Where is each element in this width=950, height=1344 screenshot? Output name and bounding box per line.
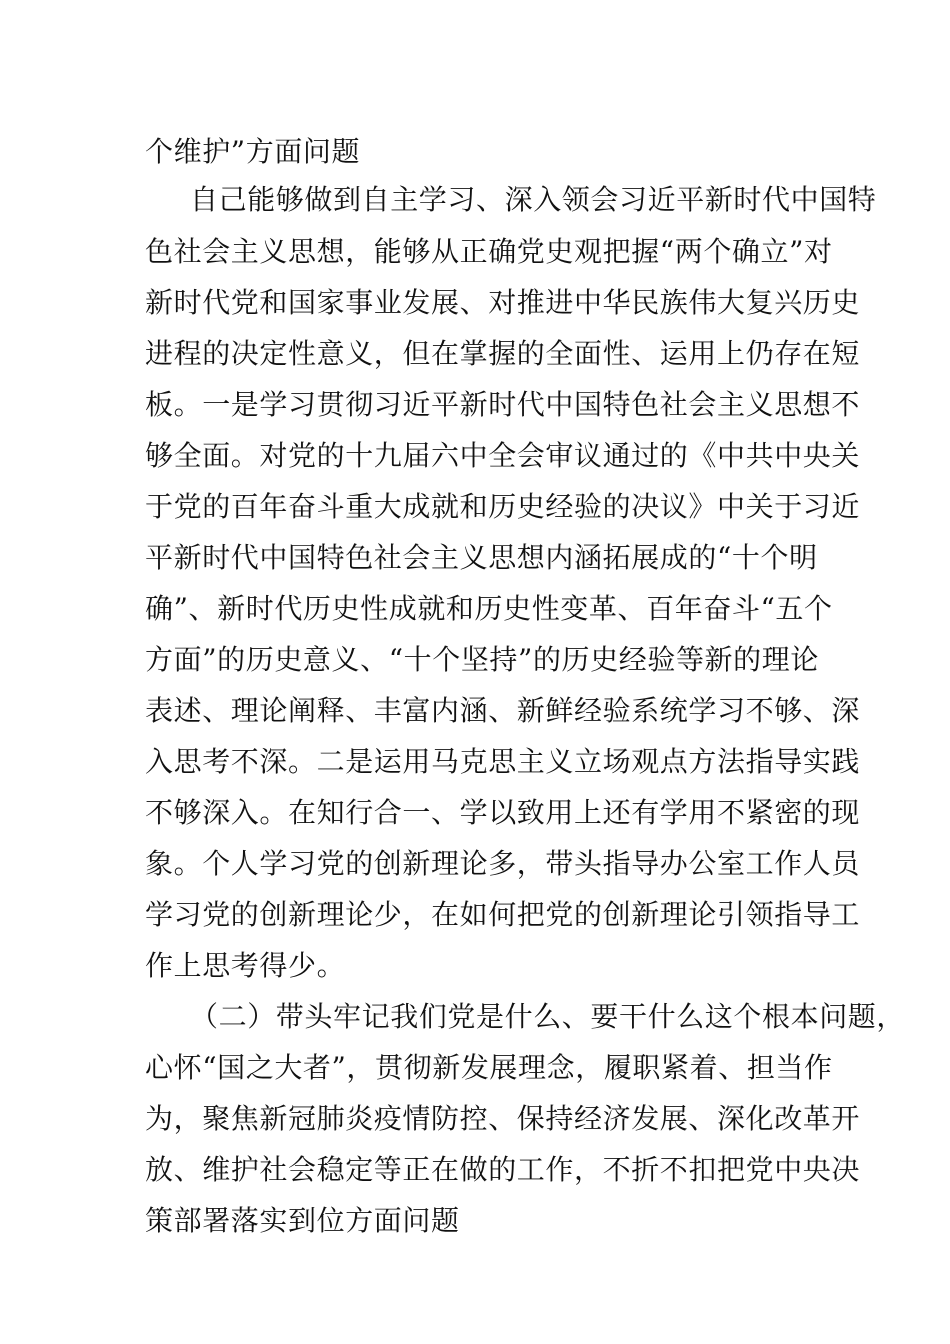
text-line: 方面”的历史意义、“十个坚持”的历史经验等新的理论 bbox=[145, 643, 819, 676]
text-line: 于党的百年奋斗重大成就和历史经验的决议》中关于习近 bbox=[145, 490, 861, 523]
text-line: 不够深入。在知行合一、学以致用上还有学用不紧密的现 bbox=[145, 796, 861, 829]
text-line: 表述、理论阐释、丰富内涵、新鲜经验系统学习不够、深 bbox=[145, 694, 861, 727]
text-line: 够全面。对党的十九届六中全会审议通过的《中共中央关 bbox=[145, 439, 861, 472]
text-line: 象。个人学习党的创新理论多，带头指导办公室工作人员 bbox=[145, 847, 861, 880]
text-line: 学习党的创新理论少，在如何把党的创新理论引领指导工 bbox=[145, 898, 861, 931]
text-line: 新时代党和国家事业发展、对推进中华民族伟大复兴历史 bbox=[145, 286, 861, 319]
text-line: 进程的决定性意义，但在掌握的全面性、运用上仍存在短 bbox=[145, 337, 861, 370]
text-line: 确”、新时代历史性成就和历史性变革、百年奋斗“五个 bbox=[145, 592, 833, 625]
section-heading-line: （二）带头牢记我们党是什么、要干什么这个根本问题， bbox=[190, 1000, 906, 1033]
text-line: 个维护”方面问题 bbox=[145, 135, 361, 168]
text-line: 色社会主义思想，能够从正确党史观把握“两个确立”对 bbox=[145, 235, 833, 268]
text-line: 平新时代中国特色社会主义思想内涵拓展成的“十个明 bbox=[145, 541, 818, 574]
text-line: 板。一是学习贯彻习近平新时代中国特色社会主义思想不 bbox=[145, 388, 861, 421]
text-line: 心怀“国之大者”，贯彻新发展理念，履职紧着、担当作 bbox=[145, 1051, 833, 1084]
paragraph-start-line: 自己能够做到自主学习、深入领会习近平新时代中国特 bbox=[190, 183, 877, 216]
text-line: 策部署落实到位方面问题 bbox=[145, 1204, 460, 1237]
text-line: 作上思考得少。 bbox=[145, 949, 346, 982]
text-line: 为，聚焦新冠肺炎疫情防控、保持经济发展、深化改革开 bbox=[145, 1102, 861, 1135]
text-line: 入思考不深。二是运用马克思主义立场观点方法指导实践 bbox=[145, 745, 861, 778]
text-line: 放、维护社会稳定等正在做的工作，不折不扣把党中央决 bbox=[145, 1153, 861, 1186]
